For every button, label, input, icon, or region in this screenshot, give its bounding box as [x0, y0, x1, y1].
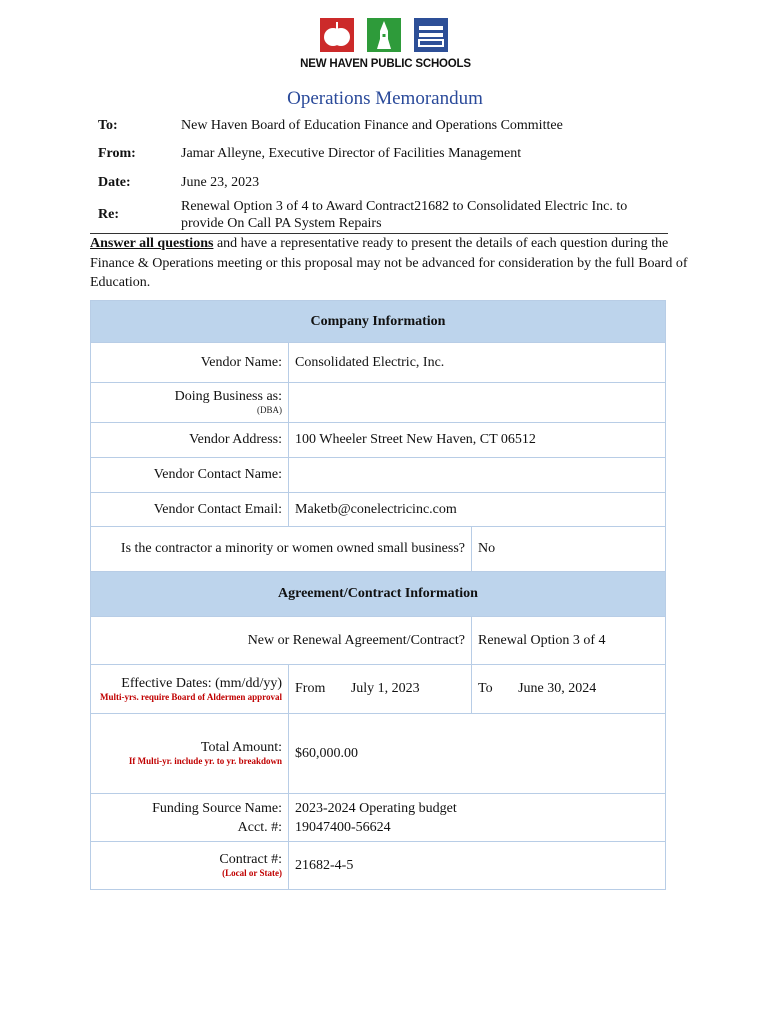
- from-date-cell: [289, 665, 472, 714]
- total-amount-value: $60,000.00: [289, 714, 666, 794]
- vendor-name-value: Consolidated Electric, Inc.: [289, 343, 666, 383]
- book-icon: [414, 18, 448, 52]
- to-value: New Haven Board of Education Finance and Operations Committee: [181, 118, 563, 133]
- total-amount-note: If Multi-yr. include yr. to yr. breakdown: [128, 756, 282, 766]
- effective-dates-label-cell: [91, 665, 289, 714]
- vendor-contact-name-label: Vendor Contact Name:: [91, 458, 289, 493]
- date-label: Date:: [98, 175, 131, 190]
- dba-label: Doing Business as:: [174, 389, 282, 404]
- acct-label: Acct. #:: [237, 819, 282, 835]
- total-amount-label: Total Amount:: [200, 740, 282, 755]
- vendor-address-label: Vendor Address:: [91, 423, 289, 458]
- dba-sublabel: (DBA): [257, 405, 282, 415]
- contract-value: 21682-4-5: [289, 842, 666, 890]
- to-date: June 30, 2024: [518, 681, 597, 696]
- contract-note: (Local or State): [222, 868, 282, 878]
- acct-value: 19047400-56624: [295, 819, 391, 835]
- apple-icon: [320, 18, 354, 52]
- funding-value-cell: [289, 794, 666, 842]
- total-amount-label-cell: [91, 714, 289, 794]
- dba-value: [289, 383, 666, 423]
- instructions: [90, 234, 690, 293]
- from-label: From: [295, 681, 326, 696]
- logo-caption: NEW HAVEN PUBLIC SCHOOLS: [300, 58, 471, 70]
- date-value: June 23, 2023: [181, 175, 260, 190]
- from-value: Jamar Alleyne, Executive Director of Facilities Management: [181, 146, 522, 161]
- vendor-contact-name-value: [289, 458, 666, 493]
- effective-dates-note: Multi-yrs. require Board of Aldermen approval: [100, 691, 282, 702]
- funding-source-label: Funding Source Name:: [152, 800, 282, 816]
- vendor-address-value: 100 Wheeler Street New Haven, CT 06512: [289, 423, 666, 458]
- new-or-renewal-value: Renewal Option 3 of 4: [472, 617, 666, 665]
- vendor-contact-email-value: Maketb@conelectricinc.com: [289, 493, 666, 527]
- re-label: Re:: [98, 207, 119, 222]
- funding-source-value: 2023-2024 Operating budget: [295, 800, 457, 816]
- contract-label: Contract #:: [219, 852, 282, 867]
- from-label: From:: [98, 146, 136, 161]
- instructions-emphasis: Answer all questions: [90, 236, 214, 251]
- funding-label-cell: [91, 794, 289, 842]
- from-date: July 1, 2023: [350, 681, 420, 696]
- to-label: To: [478, 681, 493, 696]
- effective-dates-label: Effective Dates: (mm/dd/yy): [121, 675, 282, 691]
- vendor-name-label: Vendor Name:: [91, 343, 289, 383]
- minority-question: Is the contractor a minority or women owned small business?: [91, 527, 472, 572]
- to-date-cell: [472, 665, 666, 714]
- to-label: To:: [98, 118, 118, 133]
- re-value: Renewal Option 3 of 4 to Award Contract21682 to Consolidated Electric Inc. to provide On Call PA System Repairs: [181, 199, 628, 231]
- company-section-header: Company Information: [91, 301, 666, 343]
- minority-answer: No: [472, 527, 666, 572]
- agreement-section-header: Agreement/Contract Information: [91, 572, 666, 617]
- memo-title: Operations Memorandum: [287, 88, 483, 109]
- dba-label-cell: [91, 383, 289, 423]
- form-table: [90, 300, 666, 890]
- logo-group: [320, 18, 450, 56]
- tower-icon: [367, 18, 401, 52]
- instructions-text: and have a representative ready to present the details of each question during the Finance & Operations meeting or this proposal may not be advanced for consideration by the full Board of Education.: [90, 236, 688, 290]
- vendor-contact-email-label: Vendor Contact Email:: [91, 493, 289, 527]
- new-or-renewal-label: New or Renewal Agreement/Contract?: [91, 617, 472, 665]
- contract-label-cell: [91, 842, 289, 890]
